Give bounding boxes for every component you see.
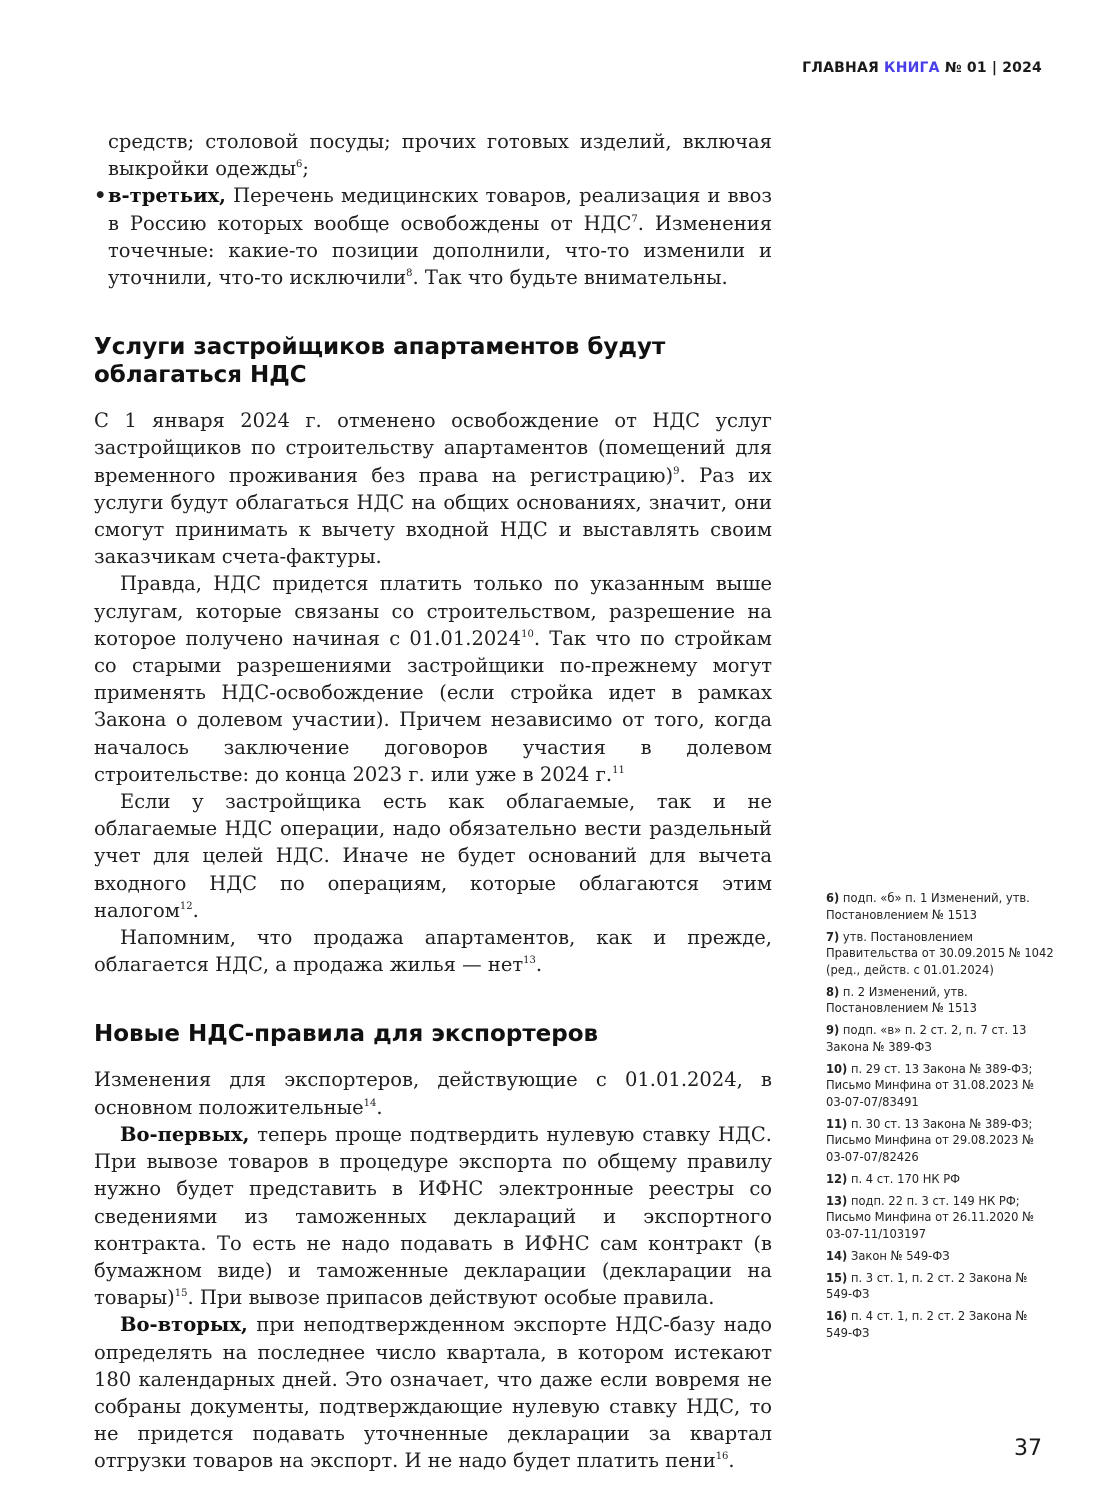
footnote: 16) п. 4 ст. 1, п. 2 ст. 2 Закона № 549-ФЗ (826, 1309, 1028, 1341)
section-heading-developers: Услуги застройщиков апартаментов будут облагаться НДС (94, 334, 666, 389)
footnote: 12) п. 4 ст. 170 НК РФ (826, 1171, 961, 1187)
footnote: 6) подп. «б» п. 1 Изменений, утв. Постановлением № 1513 (826, 891, 1030, 923)
footnote: 15) п. 3 ст. 1, п. 2 ст. 2 Закона № 549-ФЗ (826, 1270, 1028, 1302)
paragraph: Изменения для экспортеров, действующие с 01.01.2024, в основном положительные$^{14}$. (94, 1068, 772, 1119)
footnotes-column (826, 891, 1056, 1348)
footnote: 9) подп. «в» п. 2 ст. 2, п. 7 ст. 13 Закона № 389-ФЗ (826, 1023, 1027, 1055)
footnote: 11) п. 30 ст. 13 Закона № 389-ФЗ; Письмо Минфина от 29.08.2023 № 03-07-07/82426 (826, 1116, 1035, 1165)
footnote: 7) утв. Постановлением Правительства от 30.09.2015 № 1042 (ред., действ. с 01.01.2024) (826, 929, 1054, 978)
footnote: 14) Закон № 549-ФЗ (826, 1248, 950, 1264)
paragraph: Правда, НДС придется платить только по указанным выше услугам, которые связаны со строительством, разрешение на которое получено начиная с 01.01.2024$^{10}$. Так что по стройкам со старыми разрешениями застройщики по-прежнему могут применять НДС-освобождение (если стройка идет в рамках Закона о долевом участии). Причем независимо от того, когда началось заключение договоров участия в долевом строительстве: до конца 2023 г. или уже в 2024 г.$^{11}$ (94, 572, 772, 786)
paragraph: Во-вторых, при неподтвержденном экспорте НДС-базу надо определять на последнее число квартала, в котором истекают 180 календарных дней. Это означает, что даже если вовремя не собраны документы, подтверждающие нулевую ставку НДС, то не придется подавать уточненные декларации за квартал отгрузки товаров на экспорт. И не надо будет платить пени$^{16}$. (94, 1313, 772, 1473)
footnote: 13) подп. 22 п. 3 ст. 149 НК РФ; Письмо Минфина от 26.11.2020 № 03-07-11/103197 (826, 1193, 1035, 1242)
footnote: 8) п. 2 Изменений, утв. Постановлением № 1513 (826, 984, 977, 1016)
main-column (94, 128, 772, 1475)
paragraph: Напомним, что продажа апартаментов, как и прежде, облагается НДС, а продажа жилья — нет$^{13}$. (94, 926, 772, 977)
page-number: 37 (1014, 1436, 1042, 1461)
journal-header (802, 60, 1042, 76)
header-title: ГЛАВНАЯ (802, 60, 885, 76)
header-issue: № 01 | 2024 (939, 60, 1042, 76)
section-heading-exporters: Новые НДС-правила для экспортеров (94, 1021, 599, 1048)
header-title-accent: КНИГА (884, 60, 940, 76)
paragraph: Если у застройщика есть как облагаемые, так и не облагаемые НДС операции, надо обязательно вести раздельный учет для целей НДС. Иначе не будет оснований для вычета входного НДС по операциям, которые облагаются этим налогом$^{12}$. (94, 790, 772, 922)
footnote: 10) п. 29 ст. 13 Закона № 389-ФЗ; Письмо Минфина от 31.08.2023 № 03-07-07/83491 (826, 1061, 1035, 1110)
bullet-item-third: • в-третьих, Перечень медицинских товаров, реализация и ввоз в Россию которых вообще освобождены от НДС$^7$. Изменения точечные: какие-то позиции дополнили, что-то изменили и уточнили, что-то исключили$^8$. Так что будьте внимательны. (94, 184, 772, 290)
paragraph: Во-первых, теперь проще подтвердить нулевую ставку НДС. При вывозе товаров в процедуре экспорта по общему правилу нужно будет представить в ИФНС электронные реестры со сведениями из таможенных деклараций и экспортного контракта. То есть не надо подавать в ИФНС сам контракт (в бумажном виде) и таможенные декларации (декларации на товары)$^{15}$. При вывозе припасов действуют особые правила. (94, 1122, 772, 1310)
paragraph: С 1 января 2024 г. отменено освобождение от НДС услуг застройщиков по строительству апартаментов (помещений для временного проживания без права на регистрацию)$^9$. Раз их услуги будут облагаться НДС на общих основаниях, значит, они смогут принимать к вычету входной НДС и выставлять своим заказчикам счета-фактуры. (94, 409, 772, 569)
bullet-continuation: средств; столовой посуды; прочих готовых изделий, включая выкройки одежды$^6$; (108, 130, 772, 181)
bullet-marker: • (94, 184, 107, 208)
